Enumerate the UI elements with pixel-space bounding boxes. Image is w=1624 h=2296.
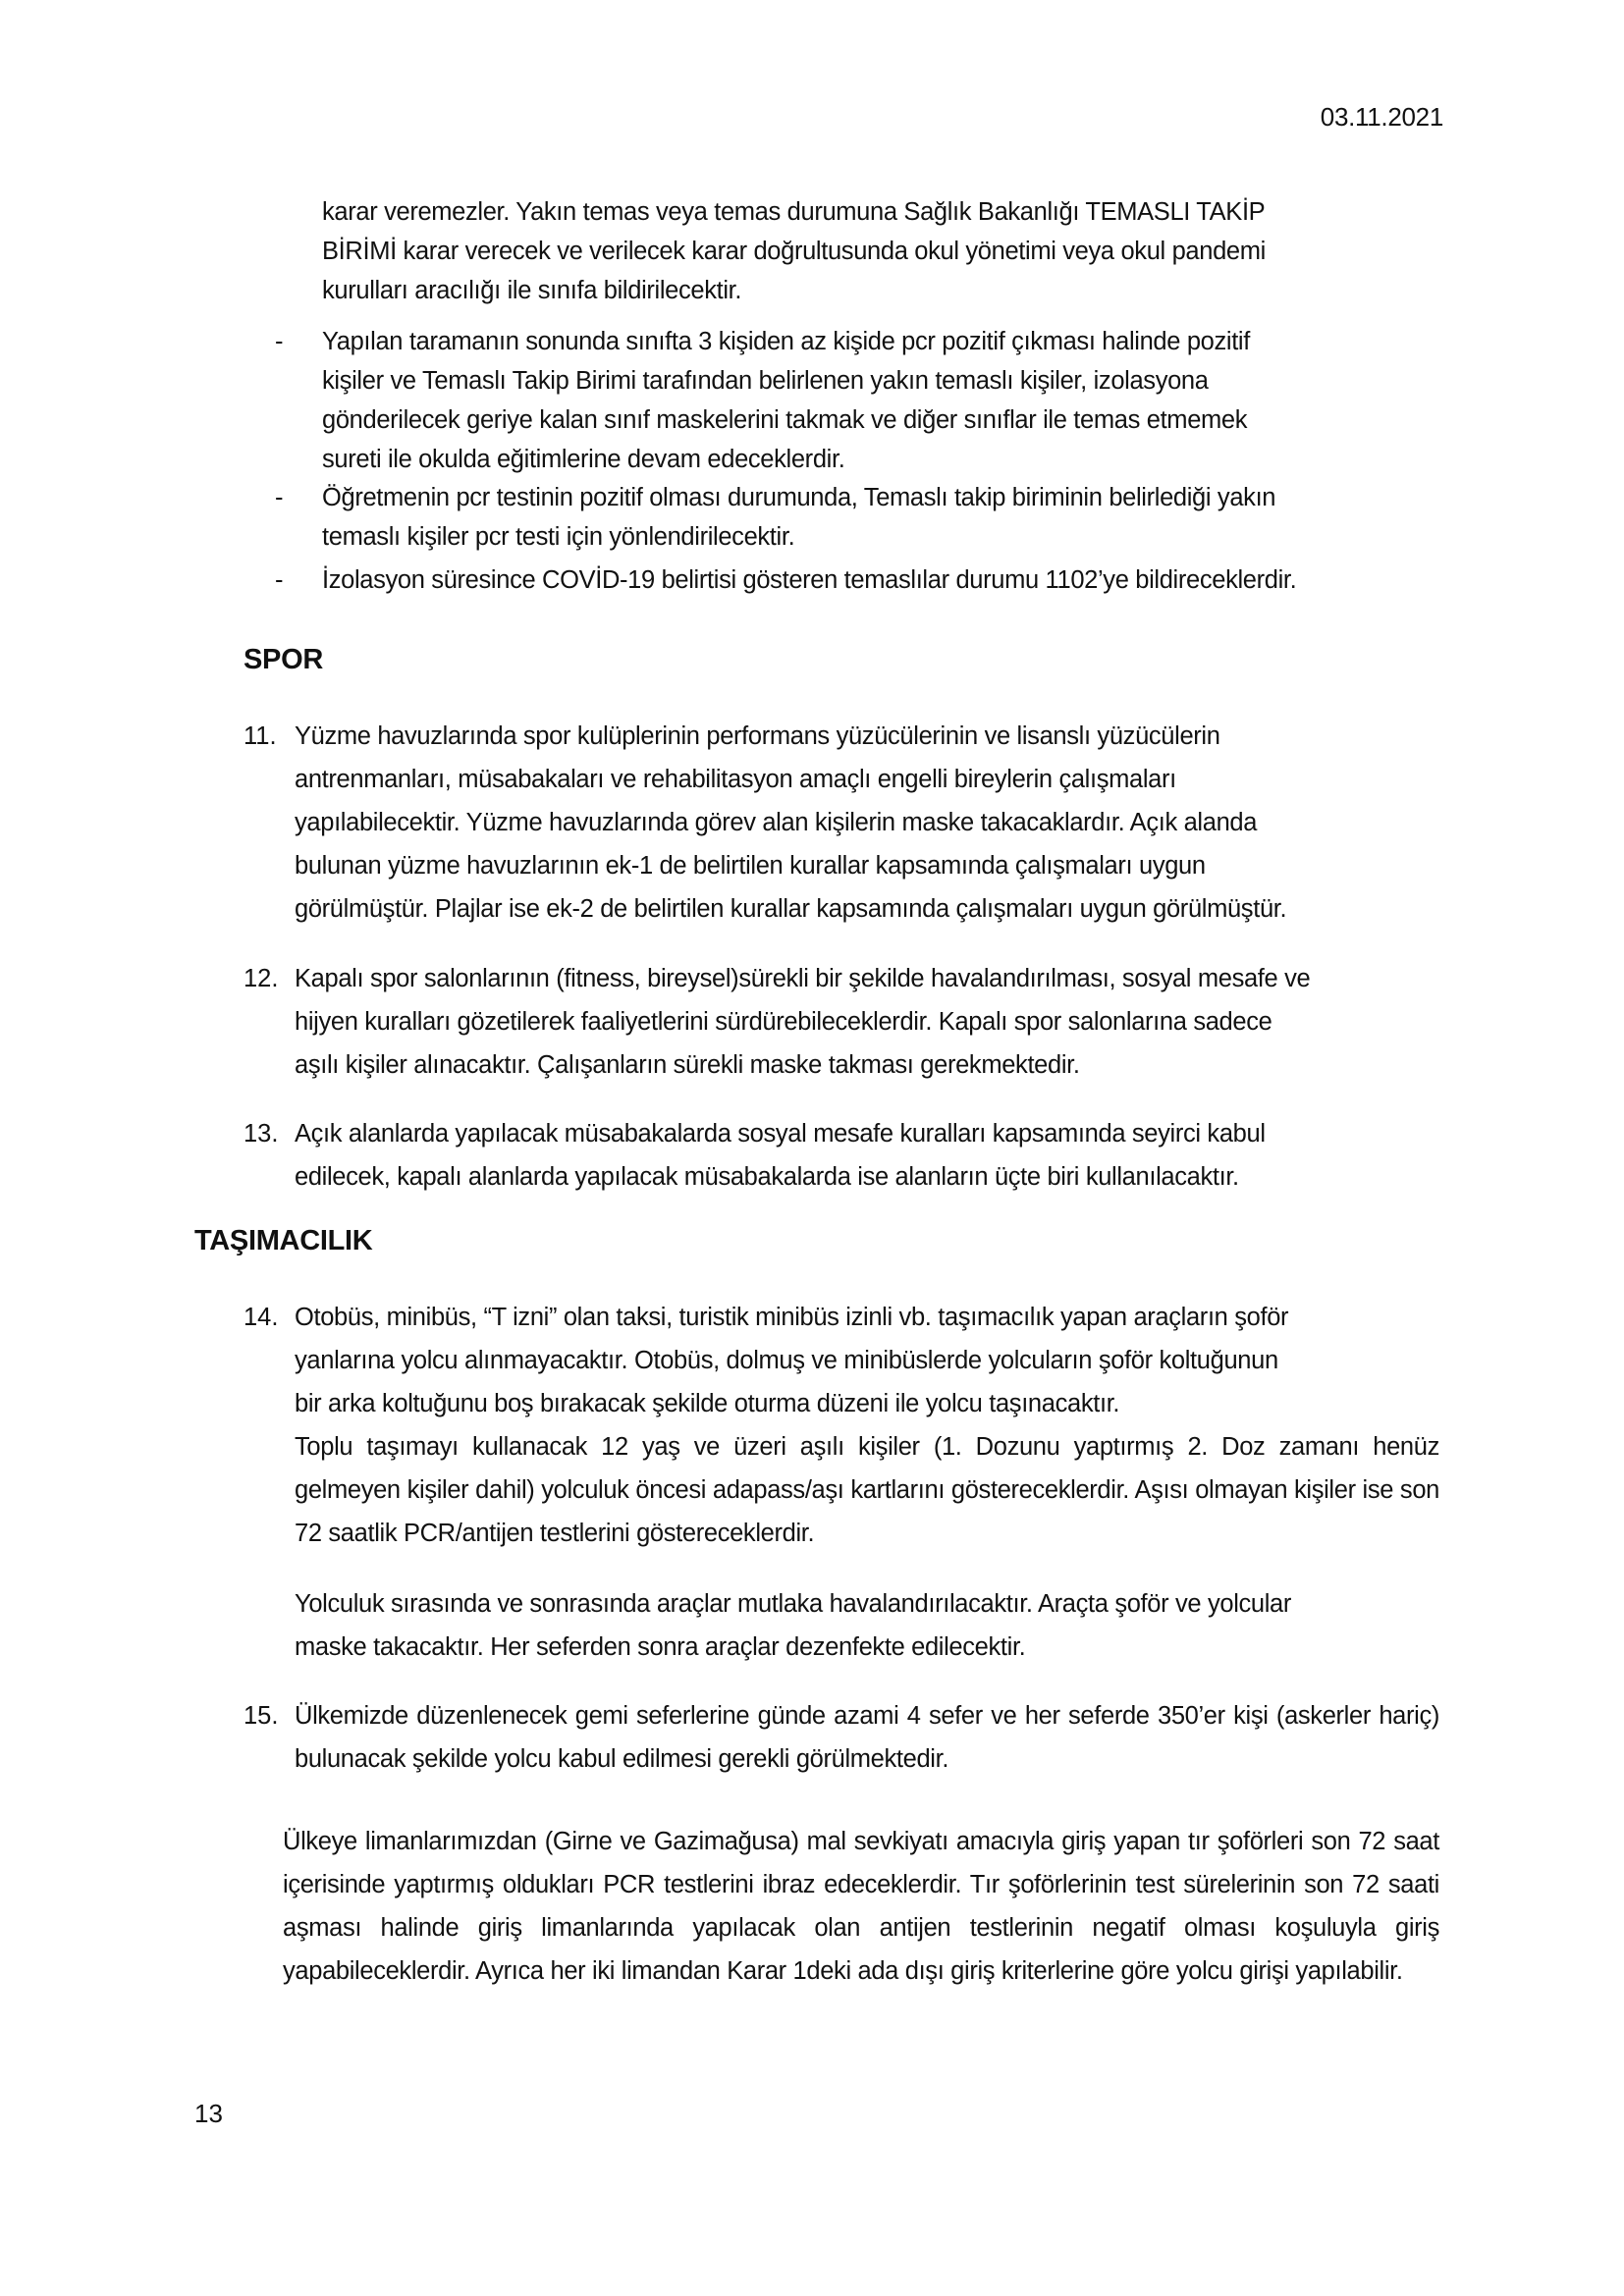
text-line: görülmüştür. Plajlar ise ek-2 de belirtilen kurallar kapsamında çalışmaları uygun görülmüştür. <box>295 895 1287 923</box>
numbered-item <box>295 957 1439 1087</box>
text-line: Öğretmenin pcr testinin pozitif olması durumunda, Temaslı takip biriminin belirlediği yakın <box>322 484 1276 511</box>
text-line: temaslı kişiler pcr testi için yönlendirilecektir. <box>322 523 795 551</box>
page-number: 13 <box>194 2099 223 2128</box>
closing-paragraph: Ülkeye limanlarımızdan (Girne ve Gazimağusa) mal sevkiyatı amacıyla giriş yapan tır şoförleri son 72 saat içerisinde yaptırmış oldukları PCR testlerini ibraz edeceklerdir. Tır şoförlerinin test sürelerinin son 72 saati aşması halinde giriş limanlarında yapılacak olan antijen testlerinin negatif olması koşuluyla giriş yapabileceklerdir. Ayrıca her iki limandan Karar 1deki ada dışı giriş kriterlerine göre yolcu girişi yapılabilir. <box>283 1828 1439 1985</box>
text-line: İzolasyon süresince COVİD-19 belirtisi gösteren temaslılar durumu 1102’ye bildireceklerdir. <box>322 566 1297 594</box>
text-line: yapılabilecektir. Yüzme havuzlarında görev alan kişilerin maske takacaklardır. Açık alanda <box>295 809 1258 836</box>
text-line: kişiler ve Temaslı Takip Birimi tarafından belirlenen yakın temaslı kişiler, izolasyona <box>322 367 1209 395</box>
numbered-item <box>295 1296 1439 1425</box>
item-paragraph: Toplu taşımayı kullanacak 12 yaş ve üzeri aşılı kişiler (1. Dozunu yaptırmış 2. Doz zamanı henüz gelmeyen kişiler dahil) yolculuk öncesi adapass/aşı kartlarını göstereceklerdir. Aşısı olmayan kişiler ise son 72 saatlik PCR/antijen testlerini göstereceklerdir. <box>295 1433 1439 1547</box>
document-date: 03.11.2021 <box>1320 102 1443 132</box>
numbered-item <box>295 1112 1439 1199</box>
text-line: BİRİMİ karar verecek ve verilecek karar doğrultusunda okul yönetimi veya okul pandemi <box>322 238 1266 265</box>
text-line: gönderilecek geriye kalan sınıf maskelerini takmak ve diğer sınıflar ile temas etmemek <box>322 406 1248 434</box>
bullet-marker: - <box>275 566 284 594</box>
item-paragraph <box>295 1582 1439 1669</box>
text-line: yanlarına yolcu alınmayacaktır. Otobüs, dolmuş ve minibüslerde yolcuların şoför koltuğunun <box>295 1347 1278 1374</box>
bullet-item <box>322 478 1432 557</box>
text-line: kurulları aracılığı ile sınıfa bildirilecektir. <box>322 277 742 304</box>
text-line: Kapalı spor salonlarının (fitness, bireysel)sürekli bir şekilde havalandırılması, sosyal mesafe ve <box>295 965 1311 992</box>
item-number: 11. <box>244 722 277 750</box>
text-line: karar veremezler. Yakın temas veya temas durumuna Sağlık Bakanlığı TEMASLI TAKİP <box>322 198 1266 226</box>
section-heading-tasimacilik: TAŞIMACILIK <box>194 1225 373 1256</box>
text-line: bir arka koltuğunu boş bırakacak şekilde oturma düzeni ile yolcu taşınacaktır. <box>295 1390 1120 1417</box>
text-line: aşılı kişiler alınacaktır. Çalışanların sürekli maske takması gerekmektedir. <box>295 1051 1080 1079</box>
text-line: antrenmanları, müsabakaları ve rehabilitasyon amaçlı engelli bireylerin çalışmaları <box>295 766 1176 793</box>
item-number: 13. <box>244 1120 279 1148</box>
section-heading-spor: SPOR <box>244 644 323 675</box>
text-line: maske takacaktır. Her seferden sonra araçlar dezenfekte edilecektir. <box>295 1633 1026 1661</box>
text-line: hijyen kuralları gözetilerek faaliyetlerini sürdürebileceklerdir. Kapalı spor salonlarına sadece <box>295 1008 1272 1036</box>
bullet-item <box>322 561 1432 600</box>
numbered-item: Ülkemizde düzenlenecek gemi seferlerine günde azami 4 sefer ve her seferde 350’er kişi (askerler hariç) bulunacak şekilde yolcu kabul edilmesi gerekli görülmektedir. <box>295 1702 1439 1773</box>
item-number: 15. <box>244 1702 279 1730</box>
numbered-item <box>295 715 1439 931</box>
continuation-paragraph <box>322 192 1432 310</box>
item-number: 12. <box>244 965 279 992</box>
text-line: edilecek, kapalı alanlarda yapılacak müsabakalarda ise alanların üçte biri kullanılacaktır. <box>295 1163 1239 1191</box>
bullet-marker: - <box>275 328 284 355</box>
text-line: sureti ile okulda eğitimlerine devam edeceklerdir. <box>322 446 845 473</box>
bullet-item <box>322 322 1432 479</box>
text-line: Yüzme havuzlarında spor kulüplerinin performans yüzücülerinin ve lisanslı yüzücülerin <box>295 722 1220 750</box>
bullet-marker: - <box>275 484 284 511</box>
text-line: Yolculuk sırasında ve sonrasında araçlar mutlaka havalandırılacaktır. Araçta şoför ve yolcular <box>295 1590 1292 1618</box>
text-line: bulunan yüzme havuzlarının ek-1 de belirtilen kurallar kapsamında çalışmaları uygun <box>295 852 1206 880</box>
text-line: Otobüs, minibüs, “T izni” olan taksi, turistik minibüs izinli vb. taşımacılık yapan araçların şoför <box>295 1304 1289 1331</box>
text-line: Açık alanlarda yapılacak müsabakalarda sosyal mesafe kuralları kapsamında seyirci kabul <box>295 1120 1266 1148</box>
item-number: 14. <box>244 1304 279 1331</box>
text-line: Yapılan taramanın sonunda sınıfta 3 kişiden az kişide pcr pozitif çıkması halinde pozitif <box>322 328 1250 355</box>
